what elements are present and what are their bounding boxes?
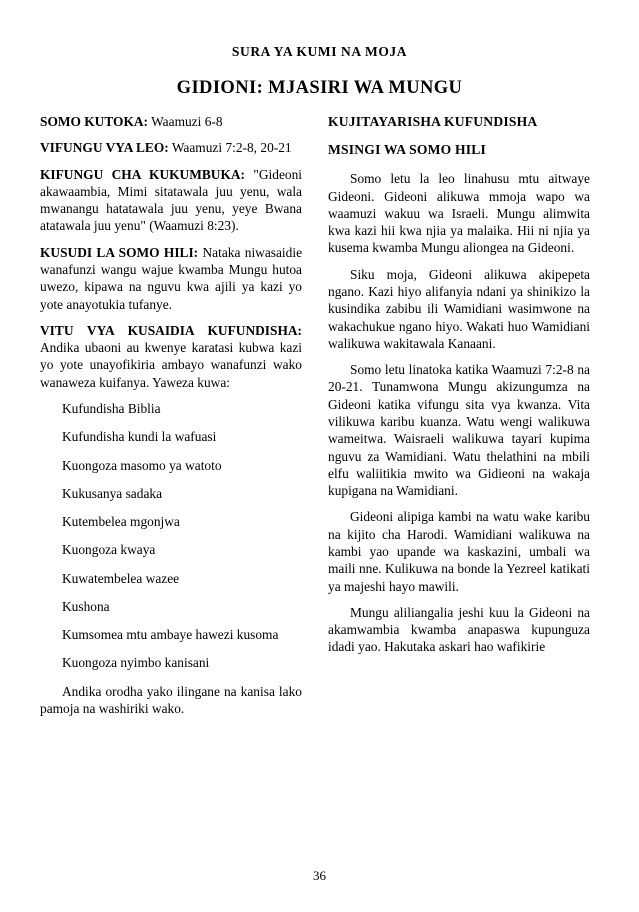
body-paragraph: Mungu aliliangalia jeshi kuu la Gideoni na akamwambia kwamba anapaswa kupunguza idadi yao. Hakutaka askari hao wafikirie <box>328 604 590 655</box>
list-item: Kufundisha kundi la wafuasi <box>62 429 217 445</box>
section-label: SOMO KUTOKA: <box>40 114 149 129</box>
section-text: Nataka niwasaidie wanafunzi wangu wajue kwamba Mungu hutoa uwezo, kipawa na nguvu kwa ajili ya kazi yo yote anayotukia tufanye. <box>40 244 303 312</box>
section-vitu-vya-kusaidia <box>40 322 302 391</box>
section-kusudi-la-somo <box>40 244 302 313</box>
two-column-body <box>40 113 599 726</box>
section-somo-kutoka <box>40 113 302 130</box>
body-paragraph: Somo letu la leo linahusu mtu aitwaye Gideoni. Gideoni alikuwa mmoja wapo wa waamuzi wakuu wa Israeli. Mungu alimwita kwa kazi hii kwa njia ya malaika. Hii ni njia ya kusema kwamba Mungu aliongea na Gideoni. <box>328 171 590 256</box>
section-label: VIFUNGU VYA LEO: <box>40 140 169 156</box>
list-item: Kushona <box>62 598 110 614</box>
page-title: GIDIONI: MJASIRI WA MUNGU <box>176 78 463 98</box>
left-column <box>40 113 302 726</box>
section-label: VITU VYA KUSAIDIA KUFUNDISHA: <box>40 322 302 338</box>
right-column <box>328 113 590 665</box>
section-label: KUSUDI LA SOMO HILI: <box>40 244 199 260</box>
list-item: Kufundisha Biblia <box>62 400 161 416</box>
body-paragraph: Gideoni alipiga kambi na watu wake karibu na kijito cha Harodi. Wamidiani walikuwa na kambi yao upande wa kaskazini, umbali wa maili nne. Kulikuwa na bonde la Yezreel katikati ya majeshi hayo mawili. <box>328 509 590 594</box>
list-item: Kuwatembelea wazee <box>62 570 180 586</box>
page-number: 36 <box>313 868 326 883</box>
body-paragraph: Siku moja, Gideoni alikuwa akipepeta ngano. Kazi hiyo alifanyia ndani ya shinikizo la kusindika zabibu ili Wamidiani wasimwone na wakachukue ngano hiyo. Wakati huo Wamidiani walikuwa wakitawala Kanaani. <box>328 266 590 351</box>
section-text: "Gideoni akawaambia, Mimi sitatawala juu yenu, wala mwanangu hatatawala juu yenu, yeye Bwana atatawala juu yenu" (Waamuzi 8:23). <box>40 166 302 234</box>
list-item: Kumsomea mtu ambaye hawezi kusoma <box>62 627 279 643</box>
list-item: Kukusanya sadaka <box>62 485 163 501</box>
list-item: Kuongoza nyimbo kanisani <box>62 655 210 671</box>
chapter-kicker: SURA YA KUMI NA MOJA <box>231 44 408 59</box>
heading-msingi-wa-somo: MSINGI WA SOMO HILI <box>328 141 487 157</box>
closing-paragraph: Andika orodha yako ilingane na kanisa lako pamoja na washiriki wako. <box>40 683 302 717</box>
list-item: Kuongoza masomo ya watoto <box>62 457 222 473</box>
section-text: Waamuzi 7:2-8, 20-21 <box>168 140 292 156</box>
section-kifungu-cha-kukumbuka <box>40 166 302 235</box>
heading-kujitayarisha-kufundisha: KUJITAYARISHA KUFUNDISHA <box>328 114 538 129</box>
body-paragraph: Somo letu linatoka katika Waamuzi 7:2-8 na 20-21. Tunamwona Mungu akizungumza na Gideoni katika vifungu sita vya kwanza. Vita vilikuwa karibu kuanza. Watu wengi walikuwa wameitwa. Waisraeli walikuwa tayari kupima nguvu za Wamidiani. Watu thelathini na mbili elfu waliitikia mwito wa Gidieoni na wakaja kupigana na Wamidiani. <box>328 362 590 499</box>
section-vifungu-vya-leo <box>40 139 302 156</box>
section-text: Waamuzi 6-8 <box>148 114 223 129</box>
section-text: Andika ubaoni au kwenye karatasi kubwa kazi yo yote unayofikiria ambayo wanafunzi wako wanaweza kuifanya. Yaweza kuwa: <box>40 340 302 390</box>
list-item: Kutembelea mgonjwa <box>62 514 180 530</box>
section-label: KIFUNGU CHA KUKUMBUKA: <box>40 166 245 182</box>
list-item: Kuongoza kwaya <box>62 542 156 558</box>
